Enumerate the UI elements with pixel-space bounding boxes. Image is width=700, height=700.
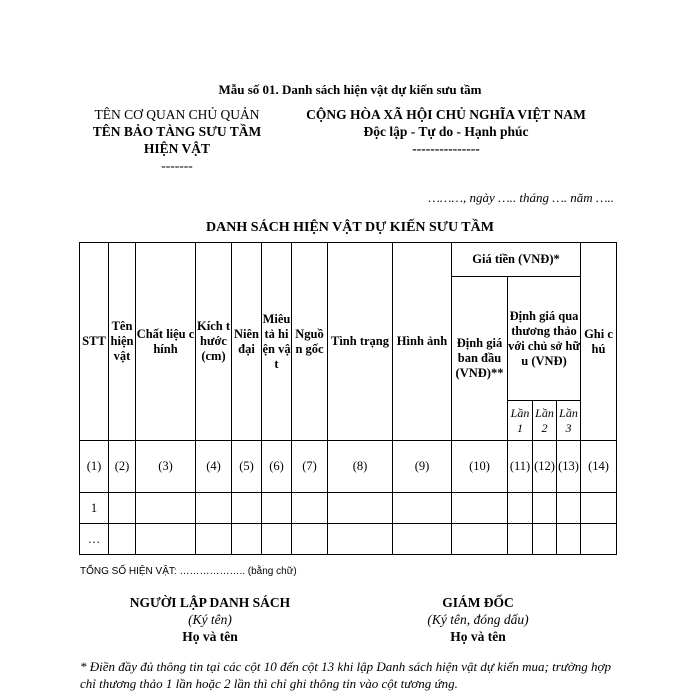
header-stt: STT — [80, 243, 109, 441]
column-number: (13) — [557, 441, 581, 493]
column-number: (3) — [136, 441, 196, 493]
column-number: (8) — [328, 441, 393, 493]
column-number: (4) — [196, 441, 232, 493]
preparer-name: Họ và tên — [182, 629, 238, 644]
header-notes: Ghi chú — [581, 243, 617, 441]
preparer-sign-note: (Ký tên) — [188, 612, 232, 627]
column-number-row — [80, 441, 617, 493]
column-number: (2) — [109, 441, 136, 493]
museum-name-line1: TÊN BẢO TÀNG SƯU TẦM — [92, 124, 262, 139]
header-row-1 — [80, 243, 617, 277]
header-condition: Tình trạng — [328, 243, 393, 441]
column-number: (1) — [80, 441, 109, 493]
date-line: ………, ngày ….. tháng …. năm ….. — [428, 190, 614, 205]
preparer-title: NGƯỜI LẬP DANH SÁCH — [129, 595, 291, 610]
preparer-signature-block — [80, 594, 340, 645]
header-round-1: Lần 1 — [508, 401, 533, 441]
director-title: GIÁM ĐỐC — [442, 595, 514, 610]
header-price-group: Giá tiền (VNĐ)* — [452, 243, 581, 277]
header-round-2: Lần 2 — [533, 401, 557, 441]
agency-divider: ------- — [161, 158, 193, 173]
row-stt: … — [80, 524, 109, 555]
header-initial-price: Định giá ban đầu (VNĐ)** — [452, 277, 508, 441]
column-number: (7) — [292, 441, 328, 493]
parent-agency-name: TÊN CƠ QUAN CHỦ QUẢN — [94, 107, 260, 122]
header-round-3: Lần 3 — [557, 401, 581, 441]
director-name: Họ và tên — [450, 629, 506, 644]
footnote: * Điền đầy đủ thông tin tại các cột 10 đến cột 13 khi lập Danh sách hiện vật dự kiến mua; trường hợp chỉ thương thảo 1 lần hoặc 2 lần thì chỉ ghi thông tin vào cột tương ứng. — [80, 659, 611, 691]
artifact-table — [79, 242, 617, 555]
column-number: (10) — [452, 441, 508, 493]
header-image: Hình ảnh — [393, 243, 452, 441]
national-motto: Độc lập - Tự do - Hạnh phúc — [363, 124, 529, 139]
column-number: (11) — [508, 441, 533, 493]
column-number: (5) — [232, 441, 262, 493]
header-origin: Nguồn gốc — [292, 243, 328, 441]
row-stt: 1 — [80, 493, 109, 524]
list-title: DANH SÁCH HIỆN VẬT DỰ KIẾN SƯU TẦM — [206, 220, 494, 235]
header-material: Chất liệu chính — [136, 243, 196, 441]
national-header — [287, 106, 605, 157]
motto-divider: --------------- — [412, 141, 480, 156]
column-number: (12) — [533, 441, 557, 493]
form-title: Mẫu số 01. Danh sách hiện vật dự kiến sưu tầm — [218, 82, 482, 97]
table-row — [80, 524, 617, 555]
column-number: (14) — [581, 441, 617, 493]
country-name: CỘNG HÒA XÃ HỘI CHỦ NGHĨA VIỆT NAM — [306, 107, 586, 122]
header-description: Miêu tả hiện vật — [262, 243, 292, 441]
director-sign-note: (Ký tên, đóng dấu) — [427, 612, 529, 627]
agency-header — [62, 106, 292, 174]
museum-name-line2: HIỆN VẬT — [143, 141, 211, 156]
column-number: (9) — [393, 441, 452, 493]
column-number: (6) — [262, 441, 292, 493]
header-size: Kích thước (cm) — [196, 243, 232, 441]
header-name: Tên hiện vật — [109, 243, 136, 441]
header-negotiated-price: Định giá qua thương thảo với chủ sở hữu (VNĐ) — [508, 277, 581, 401]
header-era: Niên đại — [232, 243, 262, 441]
table-row — [80, 493, 617, 524]
director-signature-block — [348, 594, 608, 645]
total-artifacts-line: TỔNG SỐ HIỆN VẬT: ……………….. (bằng chữ) — [80, 566, 297, 577]
